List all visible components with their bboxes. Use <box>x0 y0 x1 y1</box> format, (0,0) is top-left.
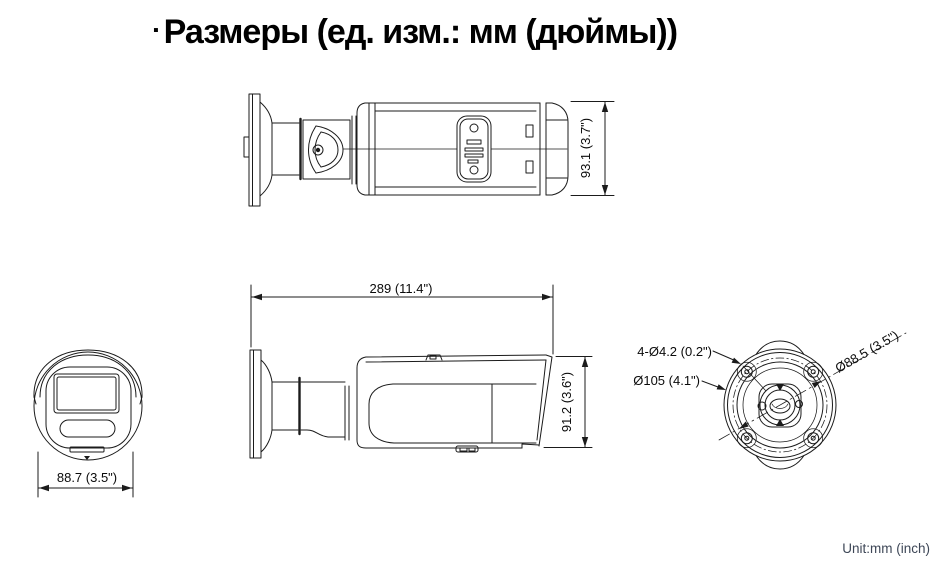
rear-view-holes-label: 4-Ø4.2 (0.2") <box>637 344 712 359</box>
rear-view-bolt-circle-label: Ø88.5 (3.5") <box>832 327 901 376</box>
front-view-drawing <box>34 350 142 460</box>
side-view-height-label: 91.2 (3.6") <box>559 371 574 433</box>
top-view-drawing <box>244 94 568 206</box>
front-view-width-label: 88.7 (3.5") <box>56 470 118 485</box>
page-title-text: Размеры (ед. изм.: мм (дюймы)) <box>163 13 678 51</box>
rear-view-outer-diameter-label: Ø105 (4.1") <box>633 373 700 388</box>
unit-note: Unit:mm (inch) <box>842 541 930 556</box>
side-view-drawing <box>250 350 552 458</box>
top-view-height-label: 93.1 (3.7") <box>578 117 593 179</box>
title-bullet-icon: ▪ <box>153 22 159 39</box>
side-view-length-label: 289 (11.4") <box>369 281 433 296</box>
